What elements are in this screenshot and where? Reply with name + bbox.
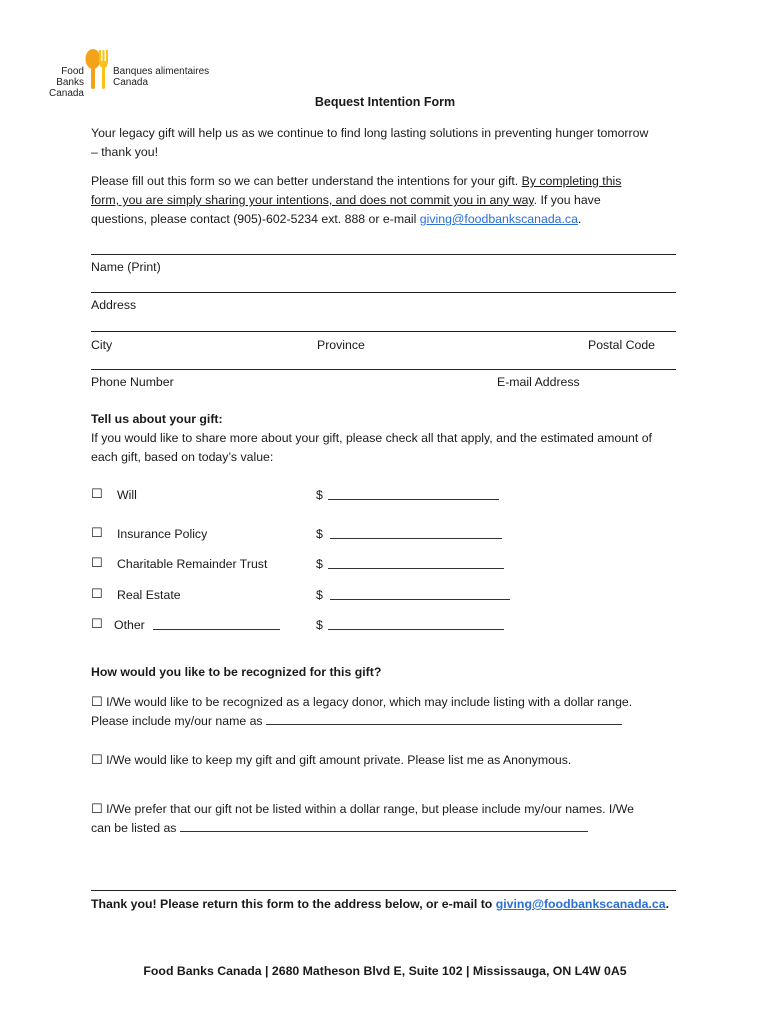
real-estate-checkbox[interactable]: ☐ xyxy=(91,587,103,602)
insurance-policy-currency: $ xyxy=(316,527,323,541)
charitable-remainder-trust-currency: $ xyxy=(316,557,323,571)
anonymous-checkbox[interactable]: ☐ xyxy=(91,753,103,768)
real-estate-amount-field[interactable] xyxy=(330,588,510,600)
phone-label: Phone Number xyxy=(91,375,174,389)
will-checkbox[interactable]: ☐ xyxy=(91,487,103,502)
page-title: Bequest Intention Form xyxy=(314,95,456,109)
real-estate-label: Real Estate xyxy=(117,588,181,602)
will-currency: $ xyxy=(316,488,323,502)
signature-line[interactable] xyxy=(91,890,676,891)
legacy-donor-checkbox[interactable]: ☐ xyxy=(91,695,103,710)
address-field-line[interactable] xyxy=(91,292,676,293)
gift-heading: Tell us about your gift: xyxy=(91,412,223,426)
listed-as-field[interactable] xyxy=(180,820,588,832)
phone-email-line[interactable] xyxy=(91,369,676,370)
logo-text-fr: Banques alimentaires Canada xyxy=(113,66,210,88)
closing-text: Thank you! Please return this form to the address below, or e-mail to giving@foodbankscanada.ca. xyxy=(91,897,670,911)
gift-item-real-estate xyxy=(91,586,521,605)
city-label: City xyxy=(91,338,113,352)
address-label: Address xyxy=(91,298,137,312)
intro-text: Your legacy gift will help us as we continue to find long lasting solutions in preventing hunger tomorrow – thank you! xyxy=(91,126,649,159)
other-currency: $ xyxy=(316,618,323,632)
insurance-policy-label: Insurance Policy xyxy=(117,527,208,541)
logo-text-en: Food Banks Canada xyxy=(48,66,84,99)
recognition-option-anonymous: ☐ I/We would like to keep my gift and gift amount private. Please list me as Anonymous. xyxy=(91,753,572,768)
gift-item-other xyxy=(91,616,511,635)
name-field-line[interactable] xyxy=(91,254,676,255)
gift-description: If you would like to share more about your gift, please check all that apply, and the estimated amount of each gift, based on today’s value: xyxy=(91,431,652,464)
spoon-fork-logo-icon xyxy=(84,48,112,90)
instructions-text: Please fill out this form so we can better understand the intentions for your gift. By completing this form, you are simply sharing your intentions, and does not commit you in any way. If you have questions, please contact (905)-602-5234 ext. 888 or e-mail giving@foodbankscanada.ca. xyxy=(91,174,622,226)
email-address-label: E-mail Address xyxy=(497,375,580,389)
charitable-remainder-trust-label: Charitable Remainder Trust xyxy=(117,557,268,571)
city-province-postal-line[interactable] xyxy=(91,331,676,332)
insurance-policy-checkbox[interactable]: ☐ xyxy=(91,526,103,541)
charitable-remainder-trust-checkbox[interactable]: ☐ xyxy=(91,556,103,571)
will-amount-field[interactable] xyxy=(328,488,499,500)
logo xyxy=(36,48,210,99)
insurance-policy-amount-field[interactable] xyxy=(330,527,502,539)
recognition-heading: How would you like to be recognized for this gift? xyxy=(91,665,382,679)
charitable-remainder-trust-amount-field[interactable] xyxy=(328,557,504,569)
other-checkbox[interactable]: ☐ xyxy=(91,617,103,632)
real-estate-currency: $ xyxy=(316,588,323,602)
other-amount-field[interactable] xyxy=(328,618,504,630)
name-label: Name (Print) xyxy=(91,260,161,274)
province-label: Province xyxy=(317,338,365,352)
recognition-option-legacy: ☐ I/We would like to be recognized as a legacy donor, which may include listing with a dollar range. Please include my/our name as xyxy=(91,695,633,728)
gift-item-will xyxy=(91,486,511,505)
gift-item-charitable-remainder-trust xyxy=(91,555,511,574)
legacy-name-field[interactable] xyxy=(266,713,622,725)
other-label: Other xyxy=(114,618,145,632)
other-description-field[interactable] xyxy=(153,618,280,630)
footer-address: Food Banks Canada | 2680 Matheson Blvd E, Suite 102 | Mississauga, ON L4W 0A5 xyxy=(143,964,627,978)
gift-item-insurance-policy xyxy=(91,525,511,544)
recognition-option-names: ☐ I/We prefer that our gift not be listed within a dollar range, but please include my/our names. I/We can be listed as xyxy=(91,802,634,835)
contact-email-link[interactable]: giving@foodbankscanada.ca xyxy=(419,212,578,226)
postal-code-label: Postal Code xyxy=(588,338,655,352)
will-label: Will xyxy=(117,488,137,502)
names-only-checkbox[interactable]: ☐ xyxy=(91,802,103,817)
closing-email-link[interactable]: giving@foodbankscanada.ca xyxy=(495,897,666,911)
